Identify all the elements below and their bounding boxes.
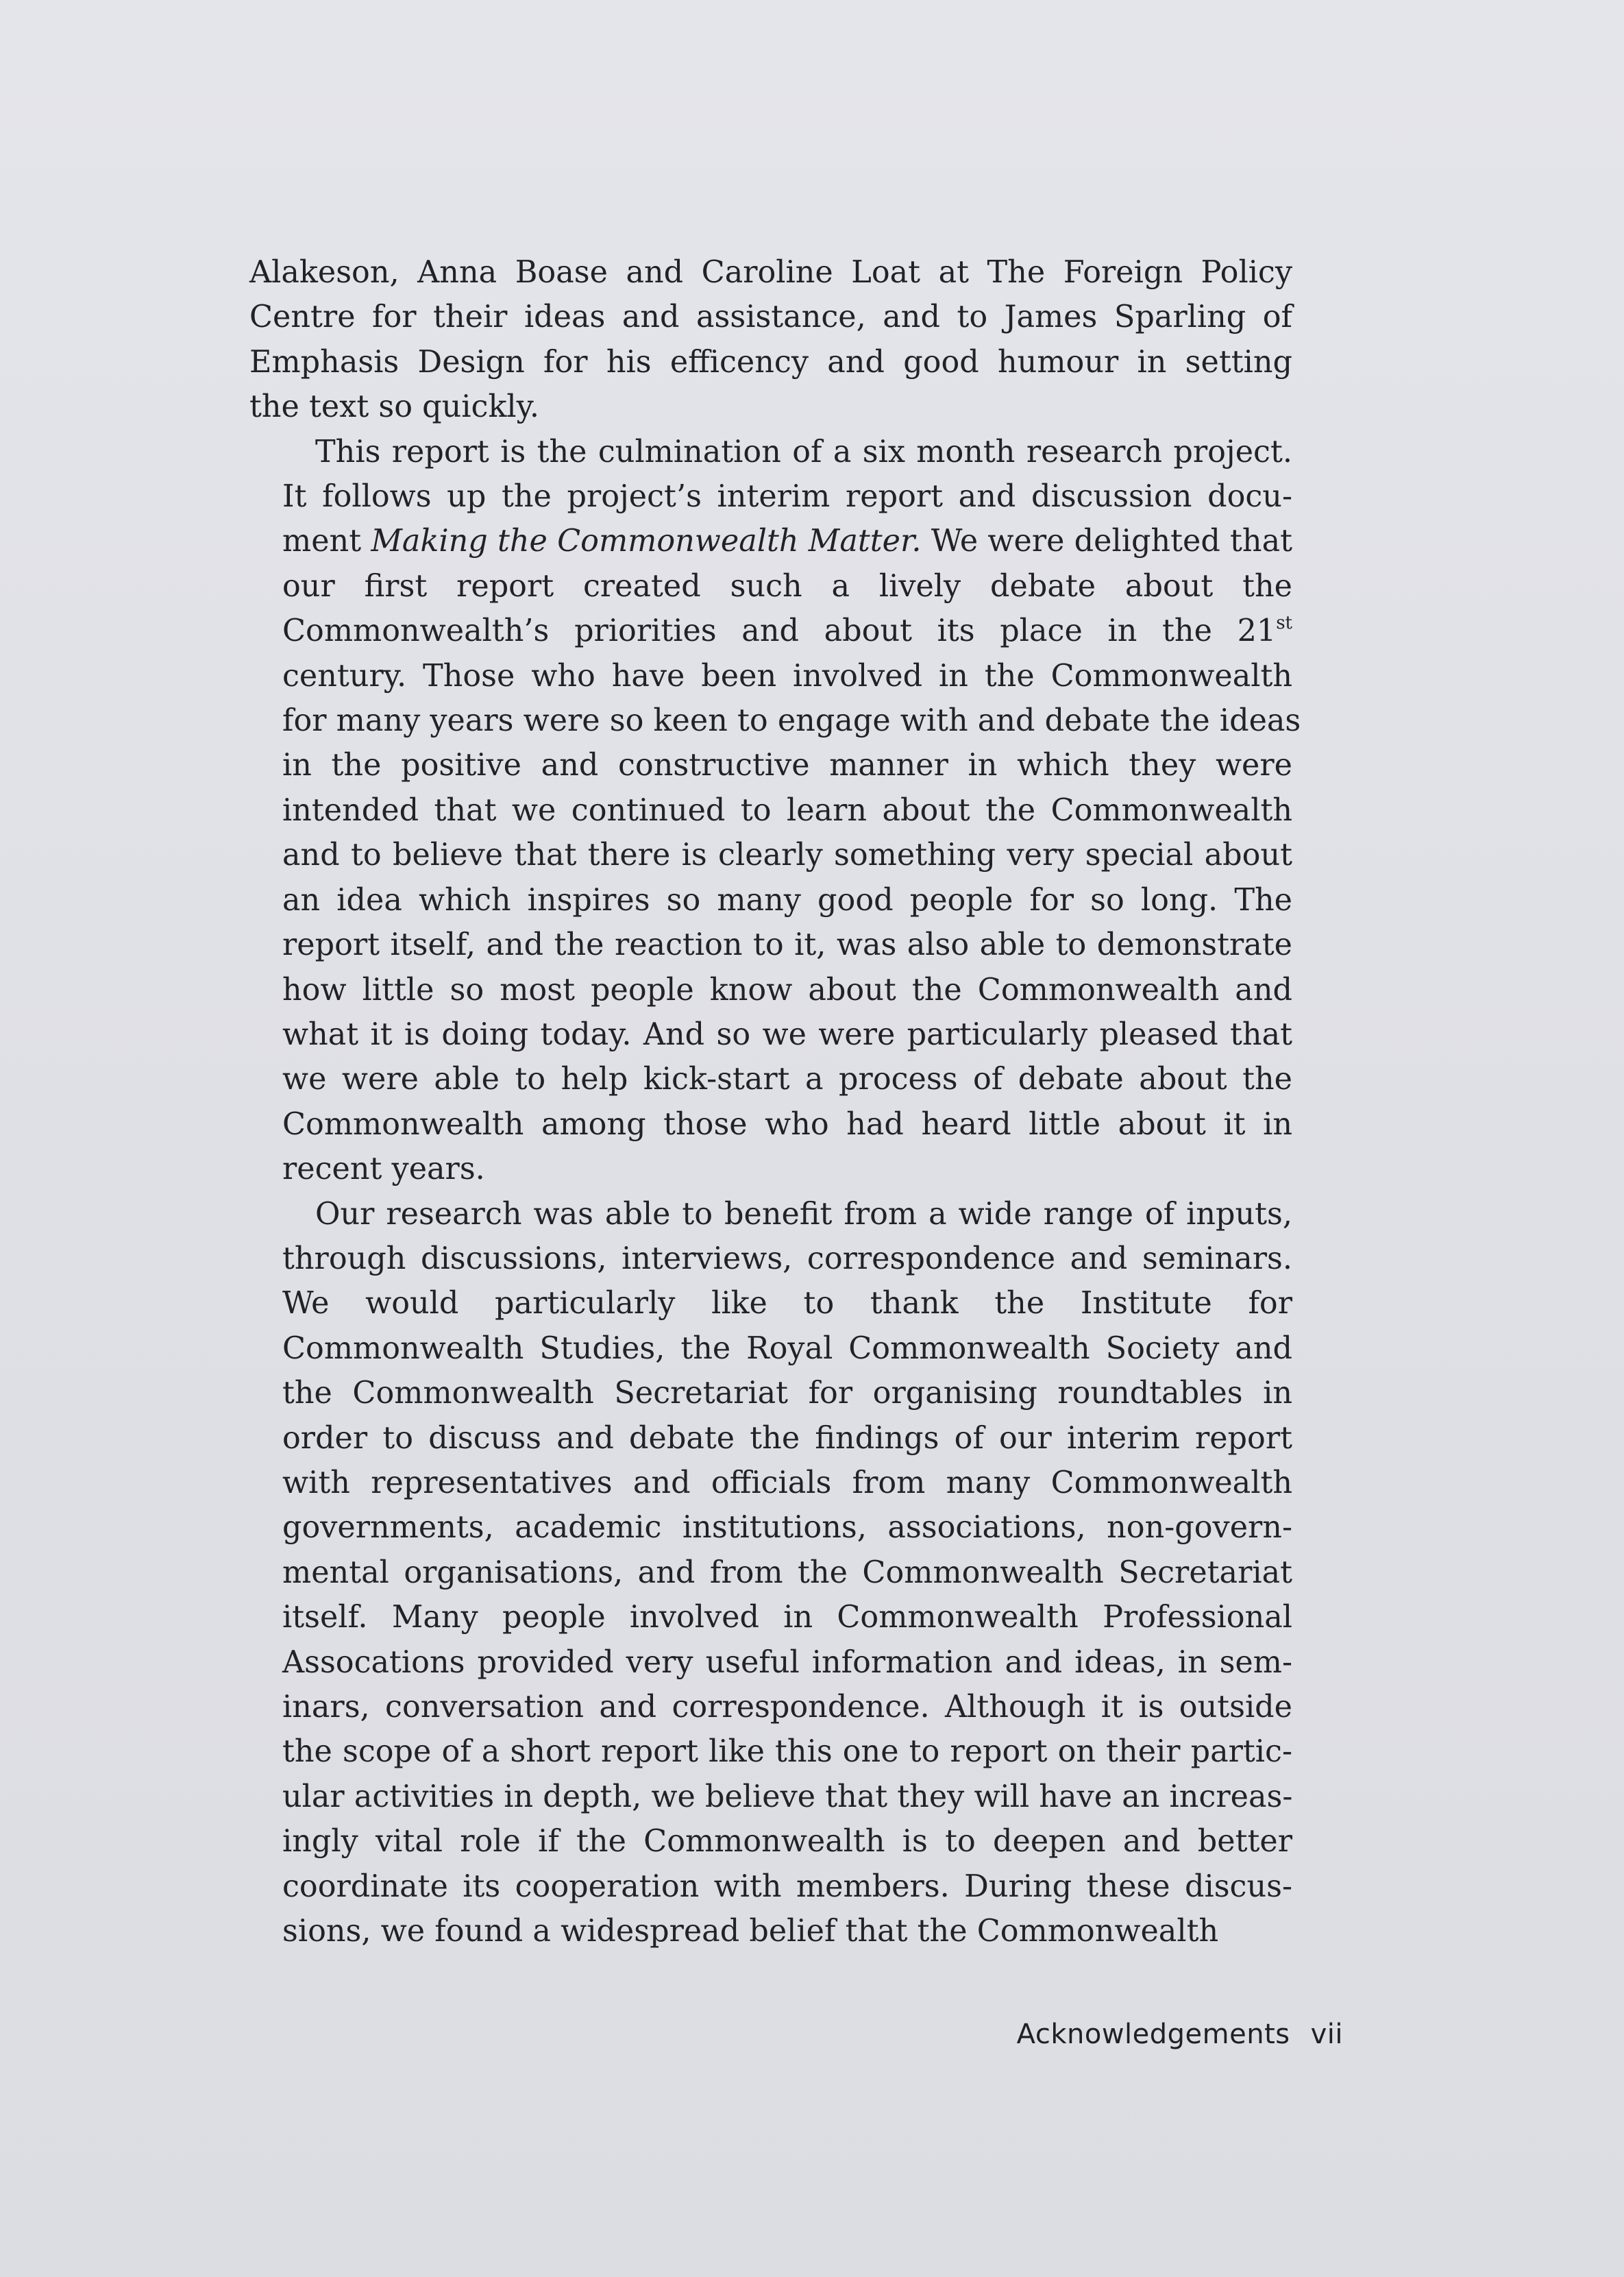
text-line: with representatives and officials from many Commonwealth: [282, 1465, 1292, 1500]
text-line: ment Making the Commonwealth Matter. We were delighted that: [282, 524, 1292, 559]
footer-section-title: Acknowledgements: [1016, 2019, 1290, 2050]
text-line: We would particularly like to thank the Institute for: [282, 1286, 1292, 1322]
text-line: This report is the culmination of a six month research project.: [315, 434, 1292, 470]
text-line: the Commonwealth Secretariat for organising roundtables in: [282, 1376, 1292, 1411]
text-line: and to believe that there is clearly something very special about: [282, 838, 1292, 873]
text-line: the text so quickly.: [249, 389, 540, 425]
text-line: Centre for their ideas and assistance, and to James Sparling of: [249, 300, 1292, 335]
superscript: st: [1276, 613, 1292, 634]
text-line: governments, academic institutions, associations, non-govern-: [282, 1510, 1292, 1546]
text-line: itself. Many people involved in Commonwealth Professional: [282, 1600, 1292, 1635]
paragraph: [249, 250, 1292, 430]
text-line: inars, conversation and correspondence. Although it is outside: [282, 1690, 1292, 1725]
text-line: ingly vital role if the Commonwealth is to deepen and better: [282, 1824, 1292, 1860]
text-line: mental organisations, and from the Commonwealth Secretariat: [282, 1555, 1292, 1590]
text-line: It follows up the project’s interim report and discussion docu-: [282, 479, 1292, 515]
text-line: an idea which inspires so many good people for so long. The: [282, 882, 1292, 918]
text-line: how little so most people know about the Commonwealth and: [282, 972, 1292, 1008]
text-line: report itself, and the reaction to it, was also able to demonstrate: [282, 927, 1292, 963]
running-footer: [1017, 2019, 1343, 2050]
text-line: we were able to help kick-start a process of debate about the: [282, 1062, 1292, 1097]
text-line: what it is doing today. And so we were particularly pleased that: [282, 1016, 1292, 1052]
page-number: vii: [1310, 2019, 1343, 2050]
text-line: intended that we continued to learn about the Commonwealth: [282, 792, 1292, 828]
text-line: ular activities in depth, we believe that they will have an increas-: [282, 1779, 1293, 1814]
text-line: Commonwealth among those who had heard little about it in: [282, 1106, 1292, 1142]
text-line: Commonwealth’s priorities and about its place in the 21st: [282, 613, 1292, 649]
text-line: order to discuss and debate the findings of our interim report: [282, 1420, 1292, 1456]
text-line: Assocations provided very useful information and ideas, in sem-: [282, 1644, 1292, 1680]
text-line: in the positive and constructive manner in which they were: [282, 748, 1292, 783]
text-line: Emphasis Design for his efficency and good humour in setting: [249, 344, 1292, 380]
text-line: Alakeson, Anna Boase and Caroline Loat at The Foreign Policy: [249, 255, 1292, 290]
paragraph: [249, 1192, 1292, 1954]
paragraph: [249, 430, 1301, 1192]
text-line: Our research was able to benefit from a wide range of inputs,: [315, 1196, 1292, 1232]
body-text: [249, 250, 1301, 1953]
text-line: century. Those who have been involved in the Commonwealth: [282, 658, 1292, 694]
text-line: for many years were so keen to engage with and debate the ideas: [282, 703, 1301, 739]
text-line: sions, we found a widespread belief that the Commonwealth: [282, 1914, 1219, 1949]
text-line: recent years.: [282, 1152, 485, 1187]
text-line: coordinate its cooperation with members. During these discus-: [282, 1868, 1292, 1904]
text-line: the scope of a short report like this one to report on their partic-: [282, 1734, 1292, 1770]
text-line: our first report created such a lively debate about the: [282, 568, 1292, 604]
text-line: Commonwealth Studies, the Royal Commonwealth Society and: [282, 1330, 1292, 1366]
italic-title: Making the Commonwealth Matter.: [371, 524, 922, 559]
text-line: through discussions, interviews, correspondence and seminars.: [282, 1241, 1292, 1276]
